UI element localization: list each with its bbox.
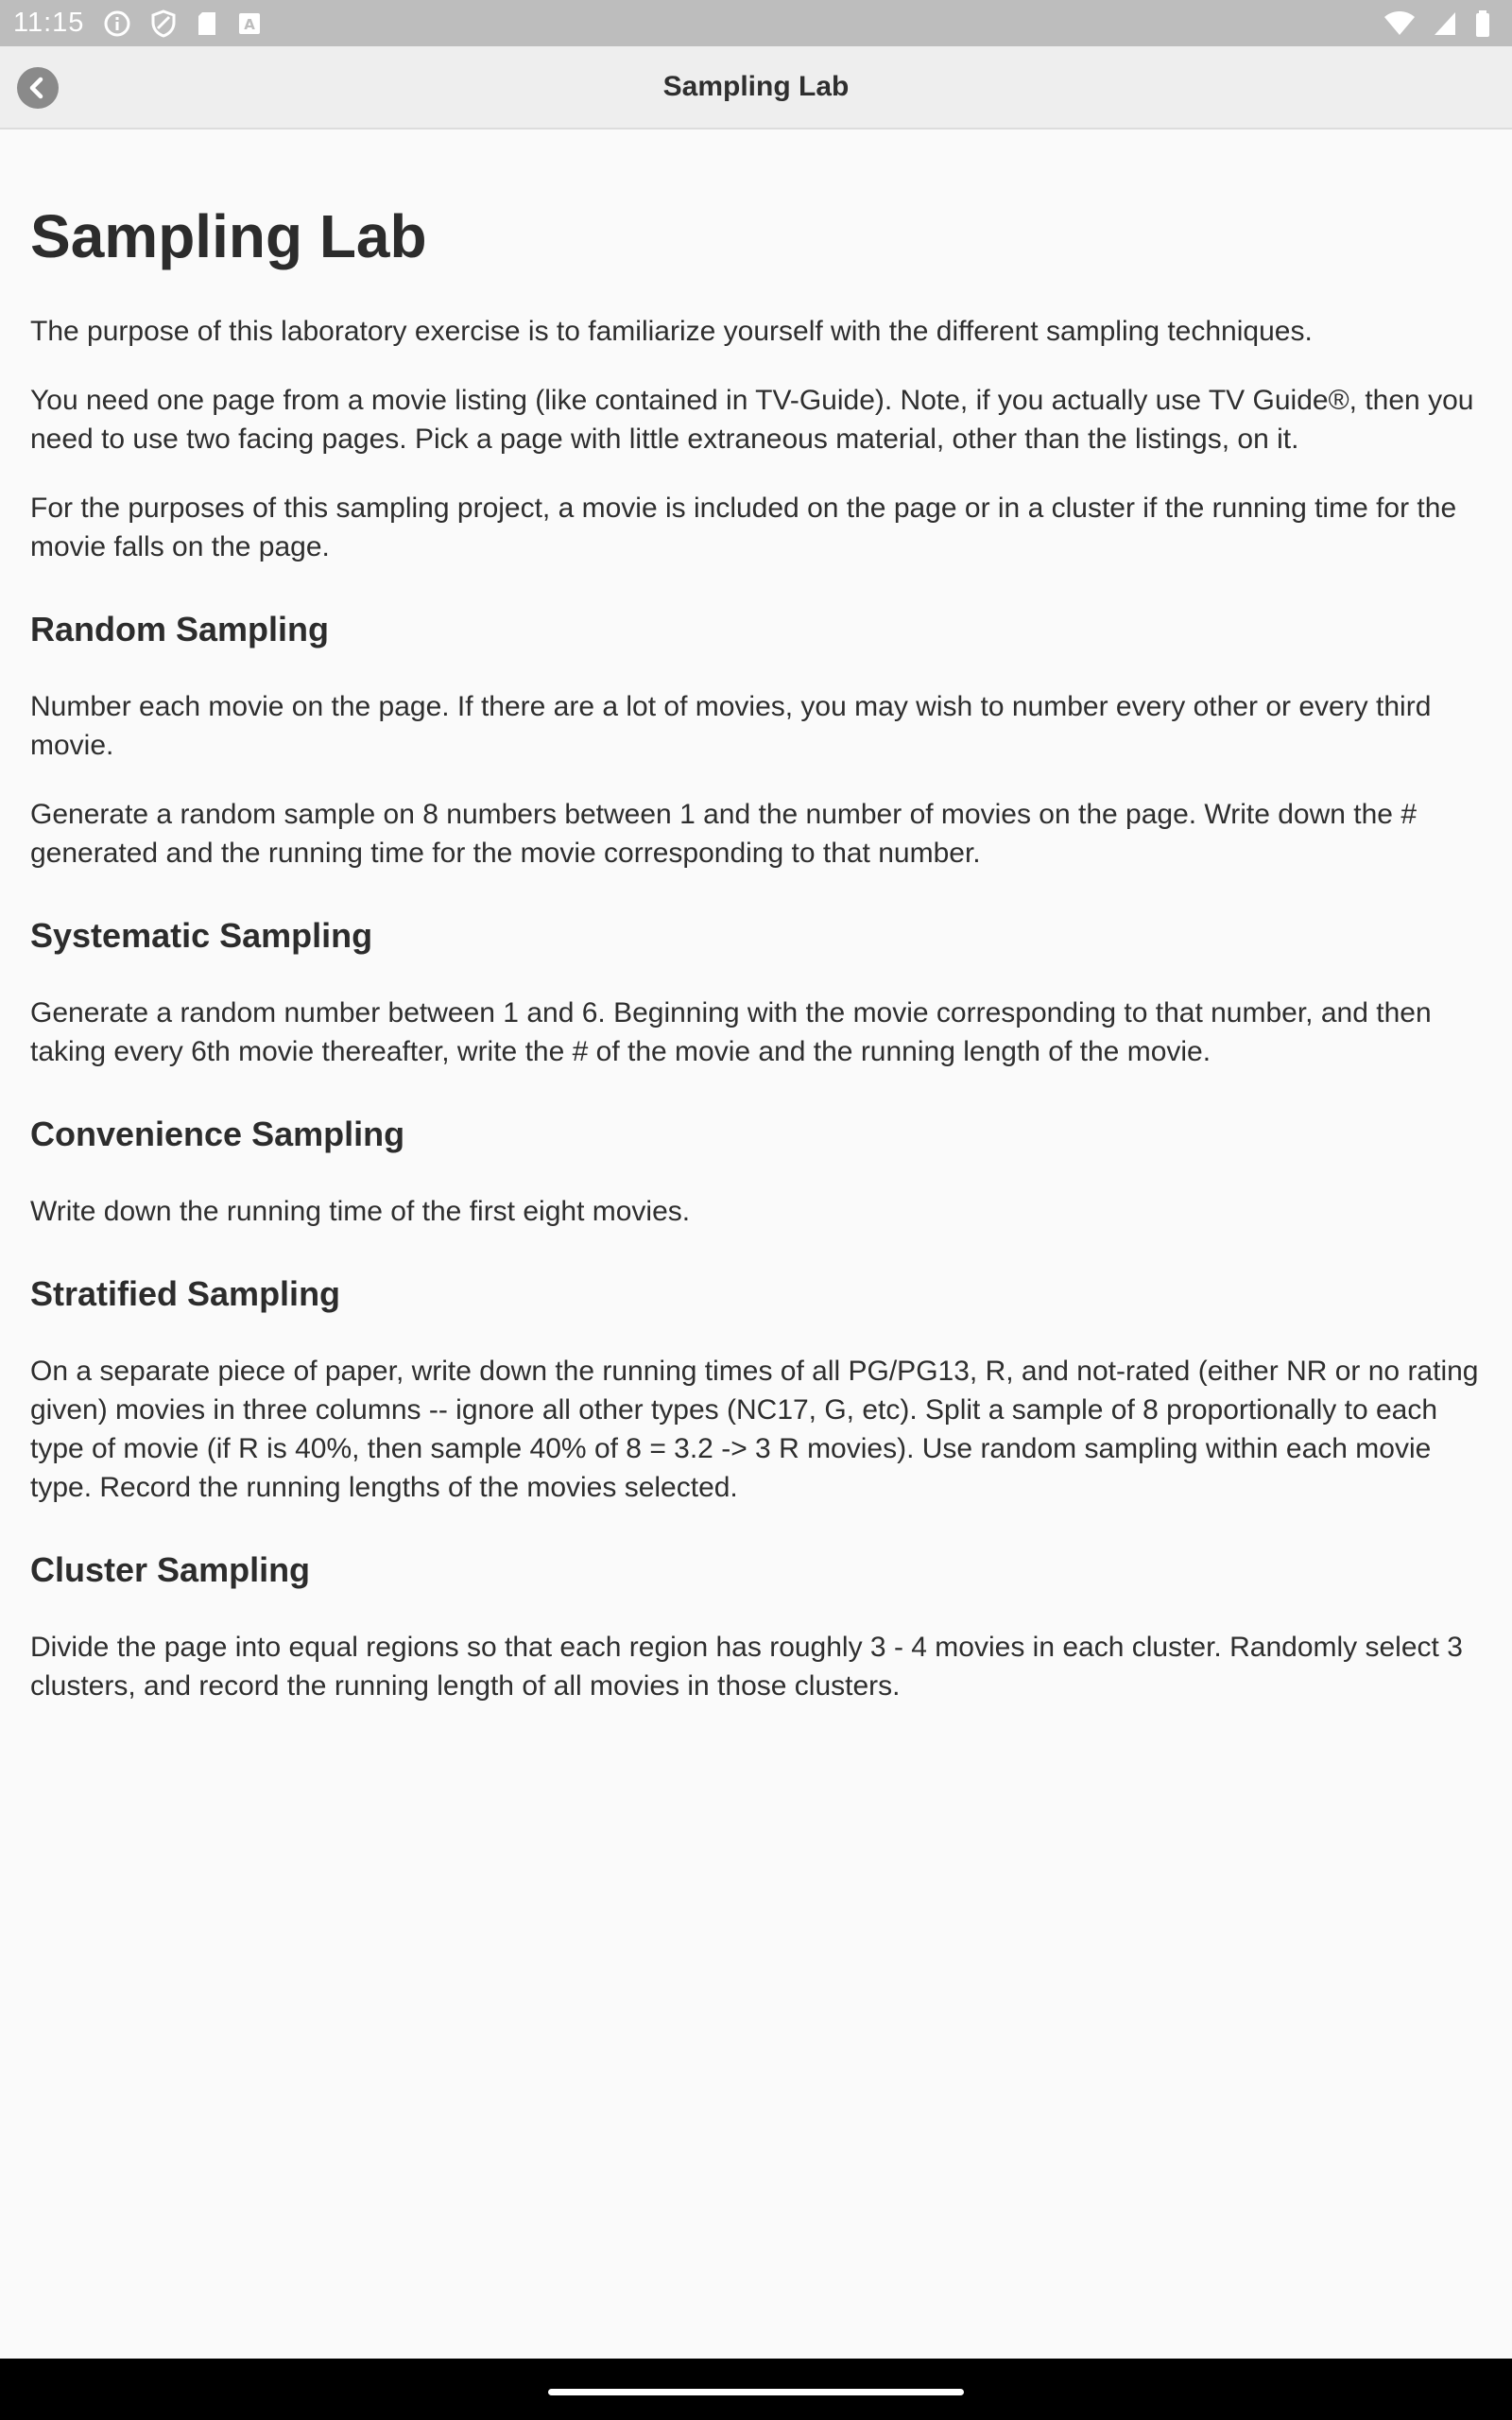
wifi-icon xyxy=(1383,10,1416,37)
intro-paragraph: For the purposes of this sampling project, a movie is included on the page or in a cluster if the running time for the movie falls on the page. xyxy=(30,493,1457,563)
app-bar xyxy=(0,46,1512,130)
section-heading-cluster-sampling: Cluster Sampling xyxy=(30,1550,311,1590)
app-bar-title: Sampling Lab xyxy=(662,71,850,102)
sd-card-icon xyxy=(196,10,218,37)
system-nav-bar xyxy=(0,2359,1512,2420)
section-paragraph: Generate a random number between 1 and 6. Beginning with the movie corresponding to that number, and then taking every 6th movie thereafter, write the # of the movie and the running length of the movie. xyxy=(30,997,1432,1068)
status-right xyxy=(1383,9,1491,38)
shield-icon xyxy=(150,9,177,38)
section-heading-stratified-sampling: Stratified Sampling xyxy=(30,1274,341,1314)
svg-text:A: A xyxy=(244,15,256,33)
status-bar xyxy=(0,0,1512,46)
home-indicator[interactable] xyxy=(548,2389,964,2395)
page-title: Sampling Lab xyxy=(30,202,427,270)
section-paragraph: Write down the running time of the first eight movies. xyxy=(30,1196,691,1228)
section-paragraph: On a separate piece of paper, write down the running times of all PG/PG13, R, and not-rated (either NR or no rating given) movies in three columns -- ignore all other types (NC17, G, etc). Split a sample of 8 proportionally to each type of movie (if R is 40%, then sample 40% of 8 = 3.2 -> 3 R movies). Use random sampling within each movie type. Record the running lengths of the movies selected. xyxy=(30,1356,1479,1504)
section-paragraph: Divide the page into equal regions so that each region has roughly 3 - 4 movies in each cluster. Randomly select 3 clusters, and record the running length of all movies in those clusters. xyxy=(30,1632,1463,1703)
signal-icon xyxy=(1433,10,1457,37)
section-heading-random-sampling: Random Sampling xyxy=(30,610,330,649)
section-paragraph: Number each movie on the page. If there are a lot of movies, you may wish to number every other or every third movie. xyxy=(30,691,1432,762)
chevron-left-icon xyxy=(26,76,50,100)
intro-paragraph: The purpose of this laboratory exercise is to familiarize yourself with the different sampling techniques. xyxy=(30,316,1313,348)
back-button[interactable] xyxy=(17,67,59,109)
section-heading-systematic-sampling: Systematic Sampling xyxy=(30,916,373,956)
keyboard-a-icon xyxy=(237,11,262,36)
info-icon xyxy=(103,9,131,38)
section-paragraph: Generate a random sample on 8 numbers between 1 and the number of movies on the page. Write down the # generated and the running time for the movie corresponding to that number. xyxy=(30,799,1417,870)
intro-paragraph: You need one page from a movie listing (like contained in TV-Guide). Note, if you actually use TV Guide®, then you need to use two facing pages. Pick a page with little extraneous material, other than the listings, on it. xyxy=(30,385,1474,456)
status-left xyxy=(13,8,262,39)
section-heading-convenience-sampling: Convenience Sampling xyxy=(30,1115,405,1154)
status-time: 11:15 xyxy=(13,8,85,38)
battery-icon xyxy=(1474,9,1491,38)
article-content xyxy=(30,130,1490,1705)
